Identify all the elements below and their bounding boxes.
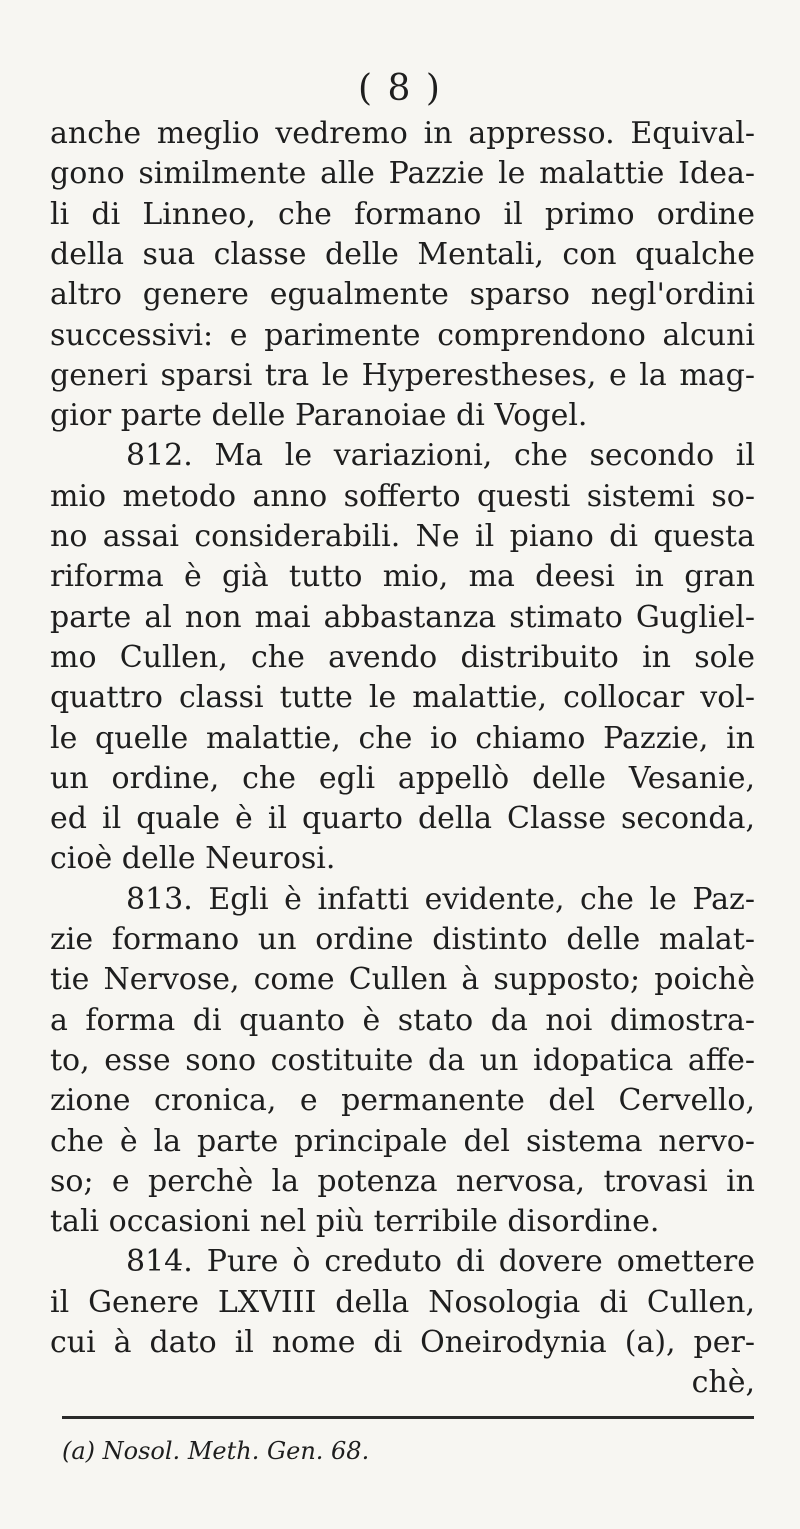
text-line: to, esse sono costituite da un idopatica affe- <box>50 1042 755 1078</box>
text-line: quattro classi tutte le malattie, collocar vol- <box>50 680 755 716</box>
catchword: chè, <box>691 1365 755 1401</box>
text-line: successivi: e parimente comprendono alcuni <box>50 317 755 353</box>
text-line: gior parte delle Paranoiae di Vogel. <box>50 398 588 434</box>
text-line: a forma di quanto è stato da noi dimostra- <box>50 1002 755 1038</box>
text-line: no assai considerabili. Ne il piano di questa <box>50 519 755 554</box>
text-line: il Genere LXVIII della Nosologia di Cullen, <box>50 1284 755 1320</box>
text-line: riforma è già tutto mio, ma deesi in gran <box>50 559 755 595</box>
text-line: che è la parte principale del sistema nervo- <box>50 1123 755 1159</box>
text-line: zie formano un ordine distinto delle malat- <box>50 922 755 957</box>
text-line: un ordine, che egli appellò delle Vesanie, <box>50 760 755 796</box>
paragraph-812-start: 812. Ma le variazioni, che secondo il <box>126 438 755 474</box>
text-line: tali occasioni nel più terribile disordine. <box>50 1204 660 1240</box>
text-line: zione cronica, e permanente del Cervello, <box>50 1083 755 1119</box>
text-line: generi sparsi tra le Hyperestheses, e la mag- <box>50 357 755 393</box>
footnote: (a) Nosol. Meth. Gen. 68. <box>62 1436 370 1465</box>
footnote-rule <box>62 1416 754 1419</box>
text-line: cui à dato il nome di Oneirodynia (a), per- <box>50 1325 755 1360</box>
text-line: della sua classe delle Mentali, con qualche <box>50 236 755 272</box>
text-line: gono similmente alle Pazzie le malattie Idea- <box>50 156 755 192</box>
text-line: le quelle malattie, che io chiamo Pazzie, in <box>50 720 755 756</box>
page-number: ( 8 ) <box>358 68 442 109</box>
text-line: so; e perchè la potenza nervosa, trovasi in <box>50 1163 755 1199</box>
text-line: mo Cullen, che avendo distribuito in sole <box>50 639 755 675</box>
text-line: anche meglio vedremo in appresso. Equival- <box>50 116 755 151</box>
text-line: li di Linneo, che formano il primo ordine <box>50 196 755 232</box>
text-line: ed il quale è il quarto della Classe seconda, <box>50 801 755 837</box>
paragraph-814-start: 814. Pure ò creduto di dovere omettere <box>126 1244 755 1280</box>
text-line: altro genere egualmente sparso negl'ordini <box>50 277 755 313</box>
paragraph-813-start: 813. Egli è infatti evidente, che le Paz- <box>126 881 755 917</box>
text-line: mio metodo anno sofferto questi sistemi so- <box>50 478 755 514</box>
text-line: tie Nervose, come Cullen à supposto; poichè <box>50 962 755 998</box>
text-line: cioè delle Neurosi. <box>50 841 336 877</box>
text-line: parte al non mai abbastanza stimato Gugliel- <box>50 599 755 635</box>
